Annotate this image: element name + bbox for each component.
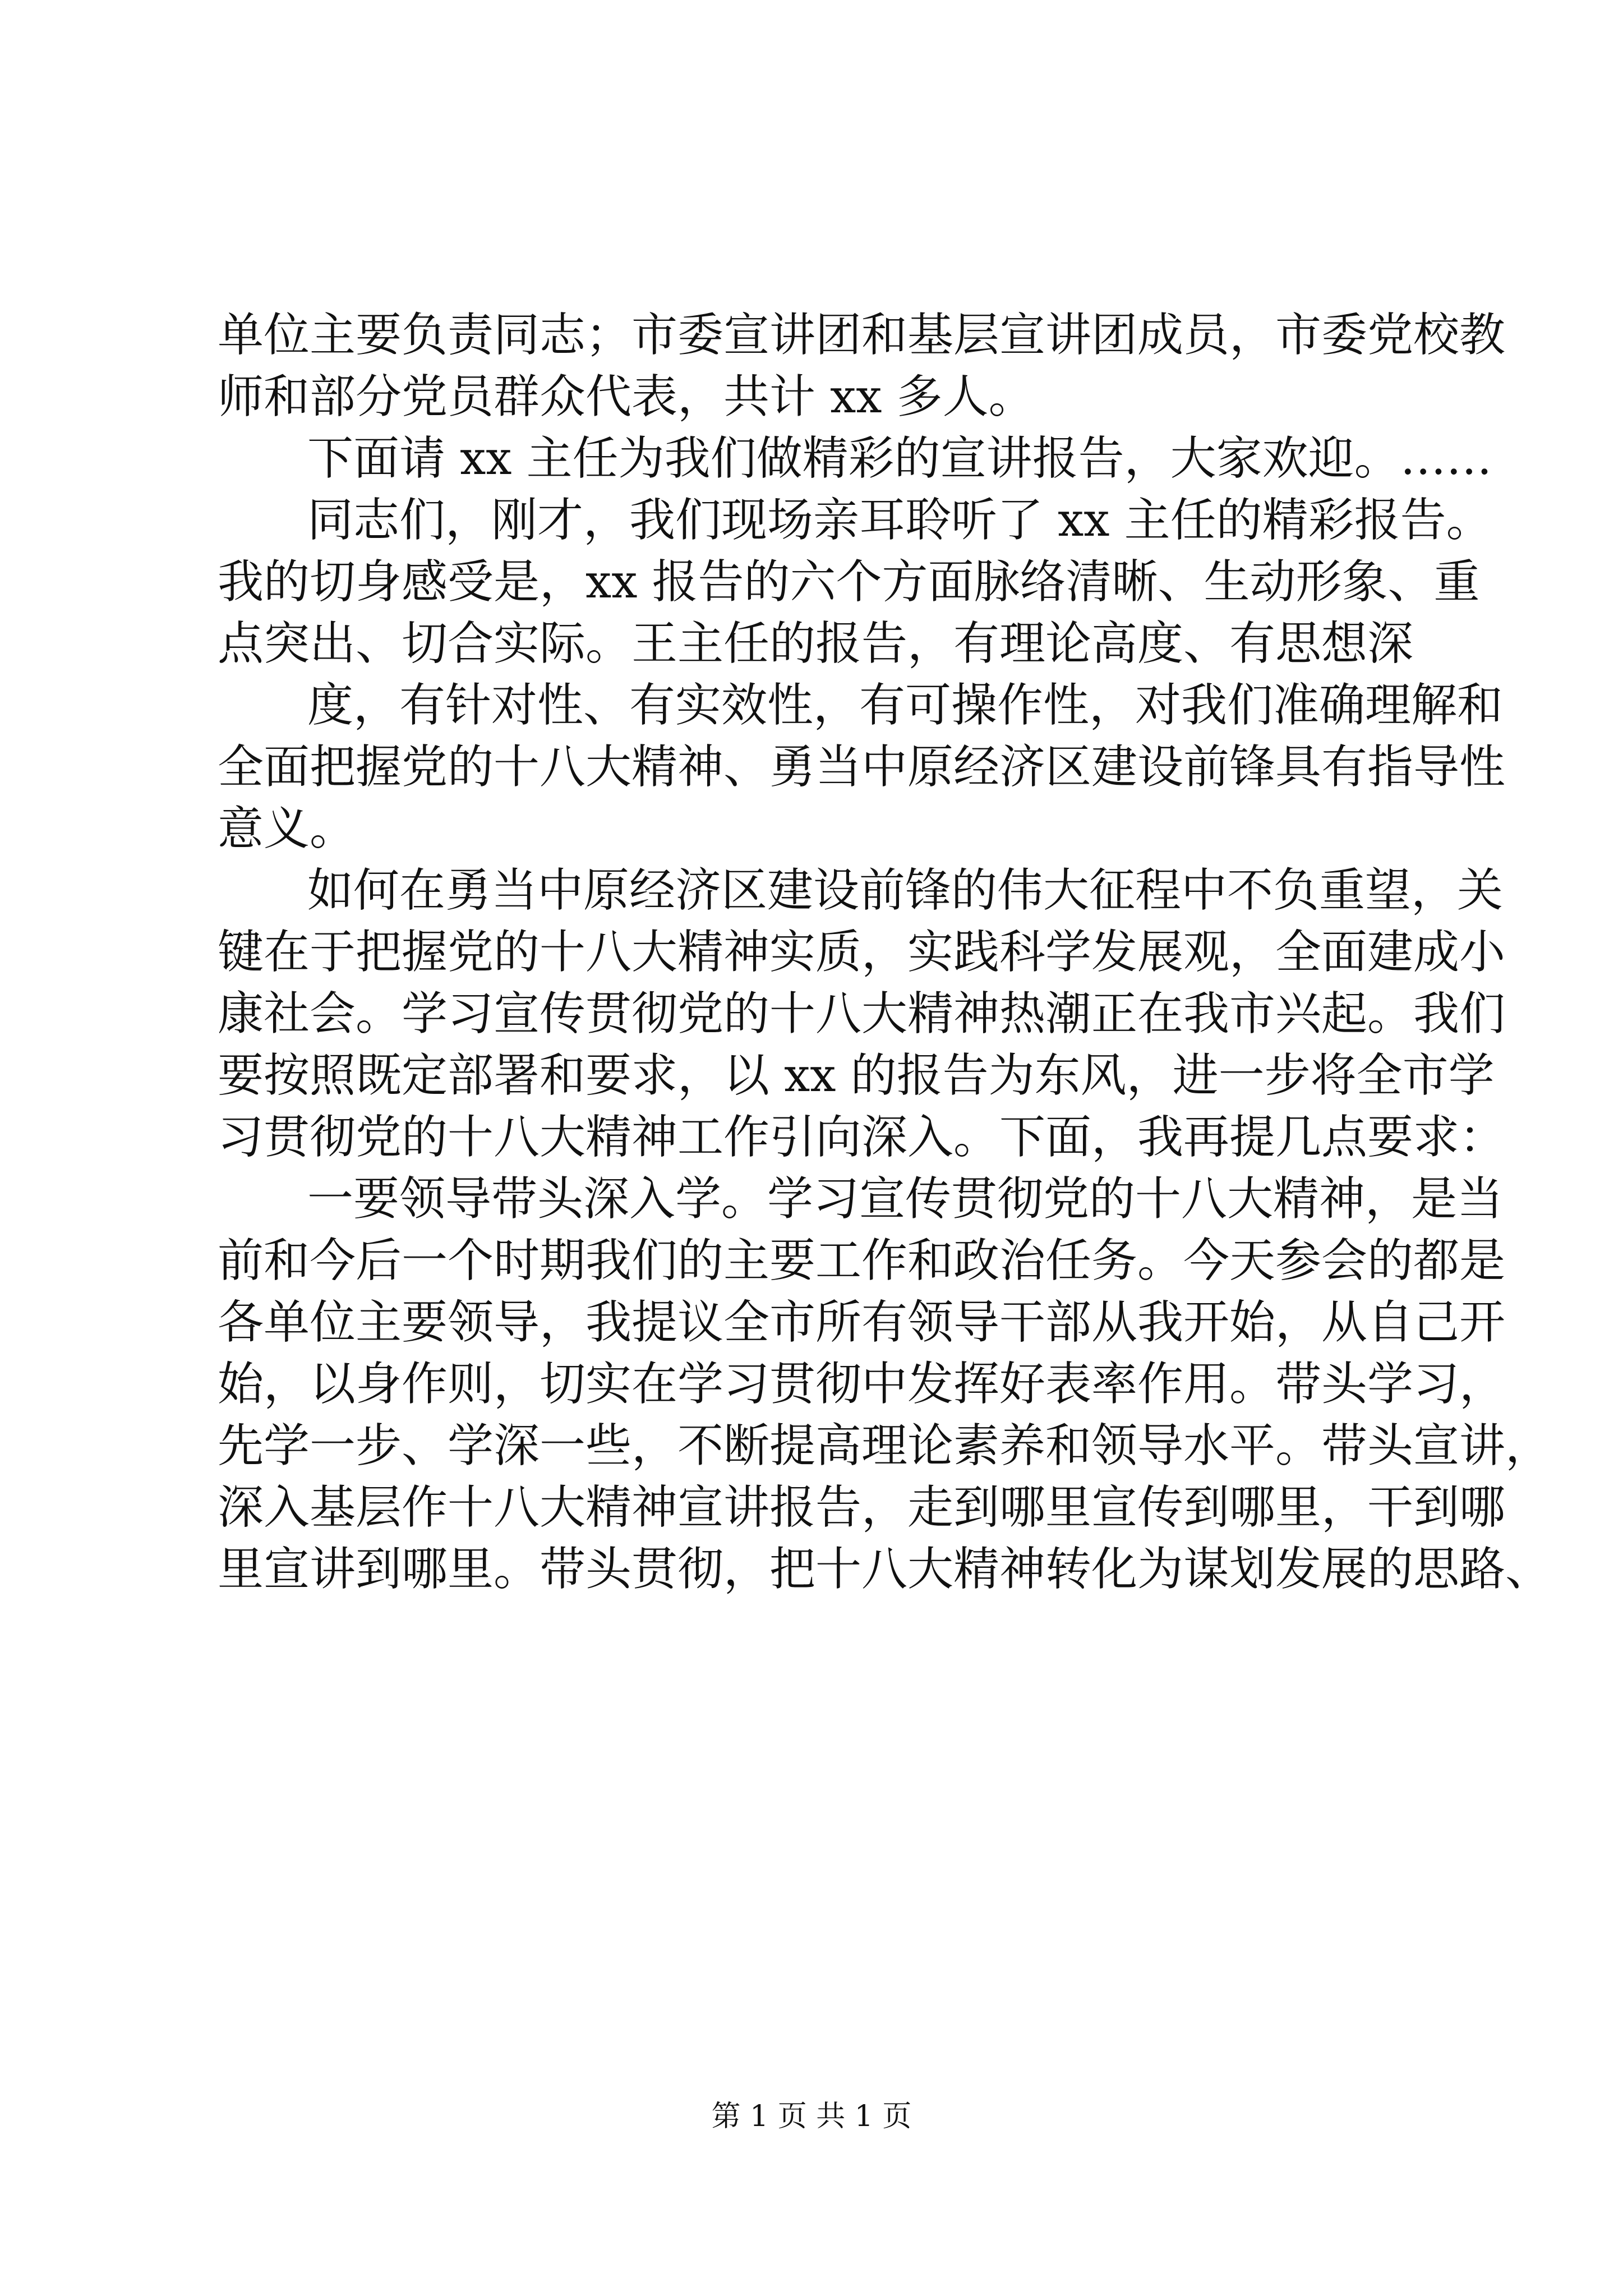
- text-line: 师和部分党员群众代表，共计 xx 多人。: [218, 370, 1035, 424]
- text-line: 先学一步、学深一些，不断提高理论素养和领导水平。带头宣讲，: [218, 1419, 1552, 1473]
- text-line: 要按照既定部署和要求，以 xx 的报告为东风，进一步将全市学: [218, 1049, 1495, 1102]
- text-line: 如何在勇当中原经济区建设前锋的伟大征程中不负重望，关: [307, 864, 1504, 917]
- text-line: 键在于把握党的十八大精神实质，实践科学发展观，全面建成小: [218, 926, 1506, 979]
- text-line: 单位主要负责同志；市委宣讲团和基层宣讲团成员，市委党校教: [218, 309, 1506, 362]
- text-line: 我的切身感受是，xx 报告的六个方面脉络清晰、生动形象、重: [218, 555, 1480, 609]
- page-number-footer: 第 1 页 共 1 页: [711, 2100, 912, 2133]
- text-line: 深入基层作十八大精神宣讲报告，走到哪里宣传到哪里，干到哪: [218, 1481, 1506, 1534]
- text-line: 意义。: [218, 802, 356, 855]
- text-line: 全面把握党的十八大精神、勇当中原经济区建设前锋具有指导性: [218, 740, 1506, 794]
- text-line: 点突出、切合实际。王主任的报告，有理论高度、有思想深: [218, 617, 1414, 670]
- text-line: 下面请 xx 主任为我们做精彩的宣讲报告，大家欢迎。……: [307, 432, 1492, 485]
- text-line: 度，有针对性、有实效性，有可操作性，对我们准确理解和: [307, 679, 1504, 732]
- text-line: 前和今后一个时期我们的主要工作和政治任务。今天参会的都是: [218, 1234, 1506, 1287]
- text-line: 同志们，刚才，我们现场亲耳聆听了 xx 主任的精彩报告。: [307, 494, 1492, 547]
- text-line: 一要领导带头深入学。学习宣传贯彻党的十八大精神，是当: [307, 1172, 1504, 1226]
- text-line: 各单位主要领导，我提议全市所有领导干部从我开始，从自己开: [218, 1296, 1506, 1349]
- text-line: 里宣讲到哪里。带头贯彻，把十八大精神转化为谋划发展的思路、: [218, 1543, 1552, 1596]
- text-line: 始，以身作则，切实在学习贯彻中发挥好表率作用。带头学习，: [218, 1358, 1506, 1411]
- text-line: 习贯彻党的十八大精神工作引向深入。下面，我再提几点要求：: [218, 1111, 1506, 1164]
- text-line: 康社会。学习宣传贯彻党的十八大精神热潮正在我市兴起。我们: [218, 987, 1506, 1041]
